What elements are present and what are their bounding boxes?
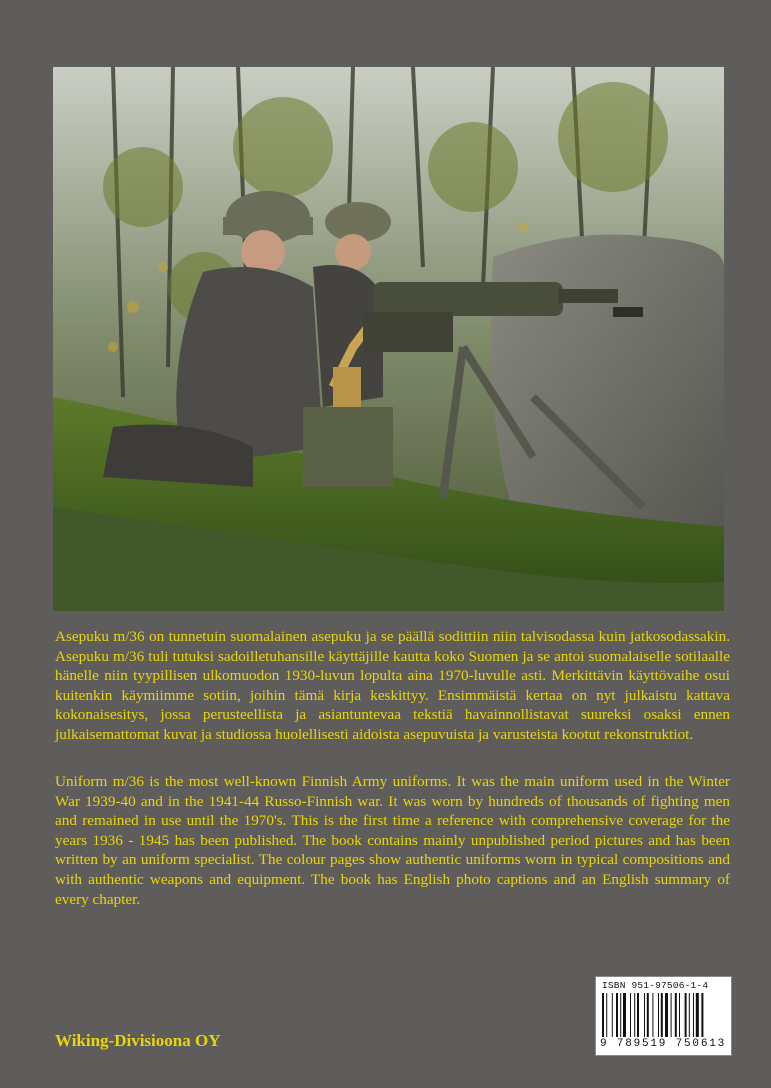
barcode-bar — [644, 993, 645, 1037]
barcode-bars — [602, 993, 725, 1037]
barcode-bar — [679, 993, 680, 1037]
barcode-bar — [696, 993, 699, 1037]
barcode-bar — [675, 993, 677, 1037]
barcode-bar — [685, 993, 687, 1037]
barcode-bar — [647, 993, 649, 1037]
barcode-bar — [701, 993, 703, 1037]
barcode-bar — [689, 993, 690, 1037]
barcode-bar — [693, 993, 694, 1037]
english-description: Uniform m/36 is the most well-known Finnish Army uniforms. It was the main uniform used in the Winter War 1939-40 and in the 1941-44 Russo-Finnish war. It was worn by hundreds of thousands of fighting men and remained in use until the 1970's. This is the first time a reference with comprehensive coverage for the years 1936 - 1945 has been published. The book contains mainly unpublished period pictures and has been written by an uniform specialist. The colour pages show authentic uniforms worn in typical compositions and with authentic weapons and equipment. The book has English photo captions and an English summary of every chapter. — [55, 773, 730, 908]
barcode-bar — [630, 993, 631, 1037]
barcode-bar — [602, 993, 604, 1037]
machine-gun-soldiers-photo — [53, 67, 724, 611]
barcode-bar — [634, 993, 635, 1037]
barcode-bar — [652, 993, 653, 1037]
barcode-bar — [606, 993, 607, 1037]
ean-number: 9 789519 750613 — [600, 1038, 727, 1050]
barcode-bar — [616, 993, 618, 1037]
barcode-bar — [620, 993, 621, 1037]
barcode-bar — [665, 993, 668, 1037]
isbn-barcode — [595, 976, 732, 1056]
publisher-name: Wiking-Divisioona OY — [55, 1031, 221, 1050]
barcode-bar — [658, 993, 659, 1037]
barcode-bar — [612, 993, 613, 1037]
barcode-bar — [623, 993, 626, 1037]
isbn-number: ISBN 951-97506-1-4 — [602, 980, 709, 991]
barcode-bar — [671, 993, 672, 1037]
barcode-bar — [637, 993, 639, 1037]
finnish-description: Asepuku m/36 on tunnetuin suomalainen asepuku ja se päällä sodittiin niin talvisodassa kuin jatkosodassakin. Asepuku m/36 tuli tutuksi sadoilletuhansille käyttäjille kautta koko Suomen ja se antoi suomalaiselle sotilaalle hänelle niin tyypillisen ulkomuodon 1930-luvun lopulta aina 1970-luvulle asti. Merkittävin käyttövaihe osui kuitenkin käymiimme sotiin, joihin tämä kirja keskittyy. Ensimmäistä kertaa on nyt julkaistu kattava kokonaisesitys, jossa perusteellista ja asiantuntevaa tekstiä havainnollistavat suureksi osaksi ennen julkaisemattomat kuvat ja studiossa huolellisesti aidoista asepuvuista ja varusteista kootut rekonstruktiot. — [55, 628, 730, 743]
barcode-bar — [661, 993, 663, 1037]
cover-photo — [53, 67, 724, 611]
